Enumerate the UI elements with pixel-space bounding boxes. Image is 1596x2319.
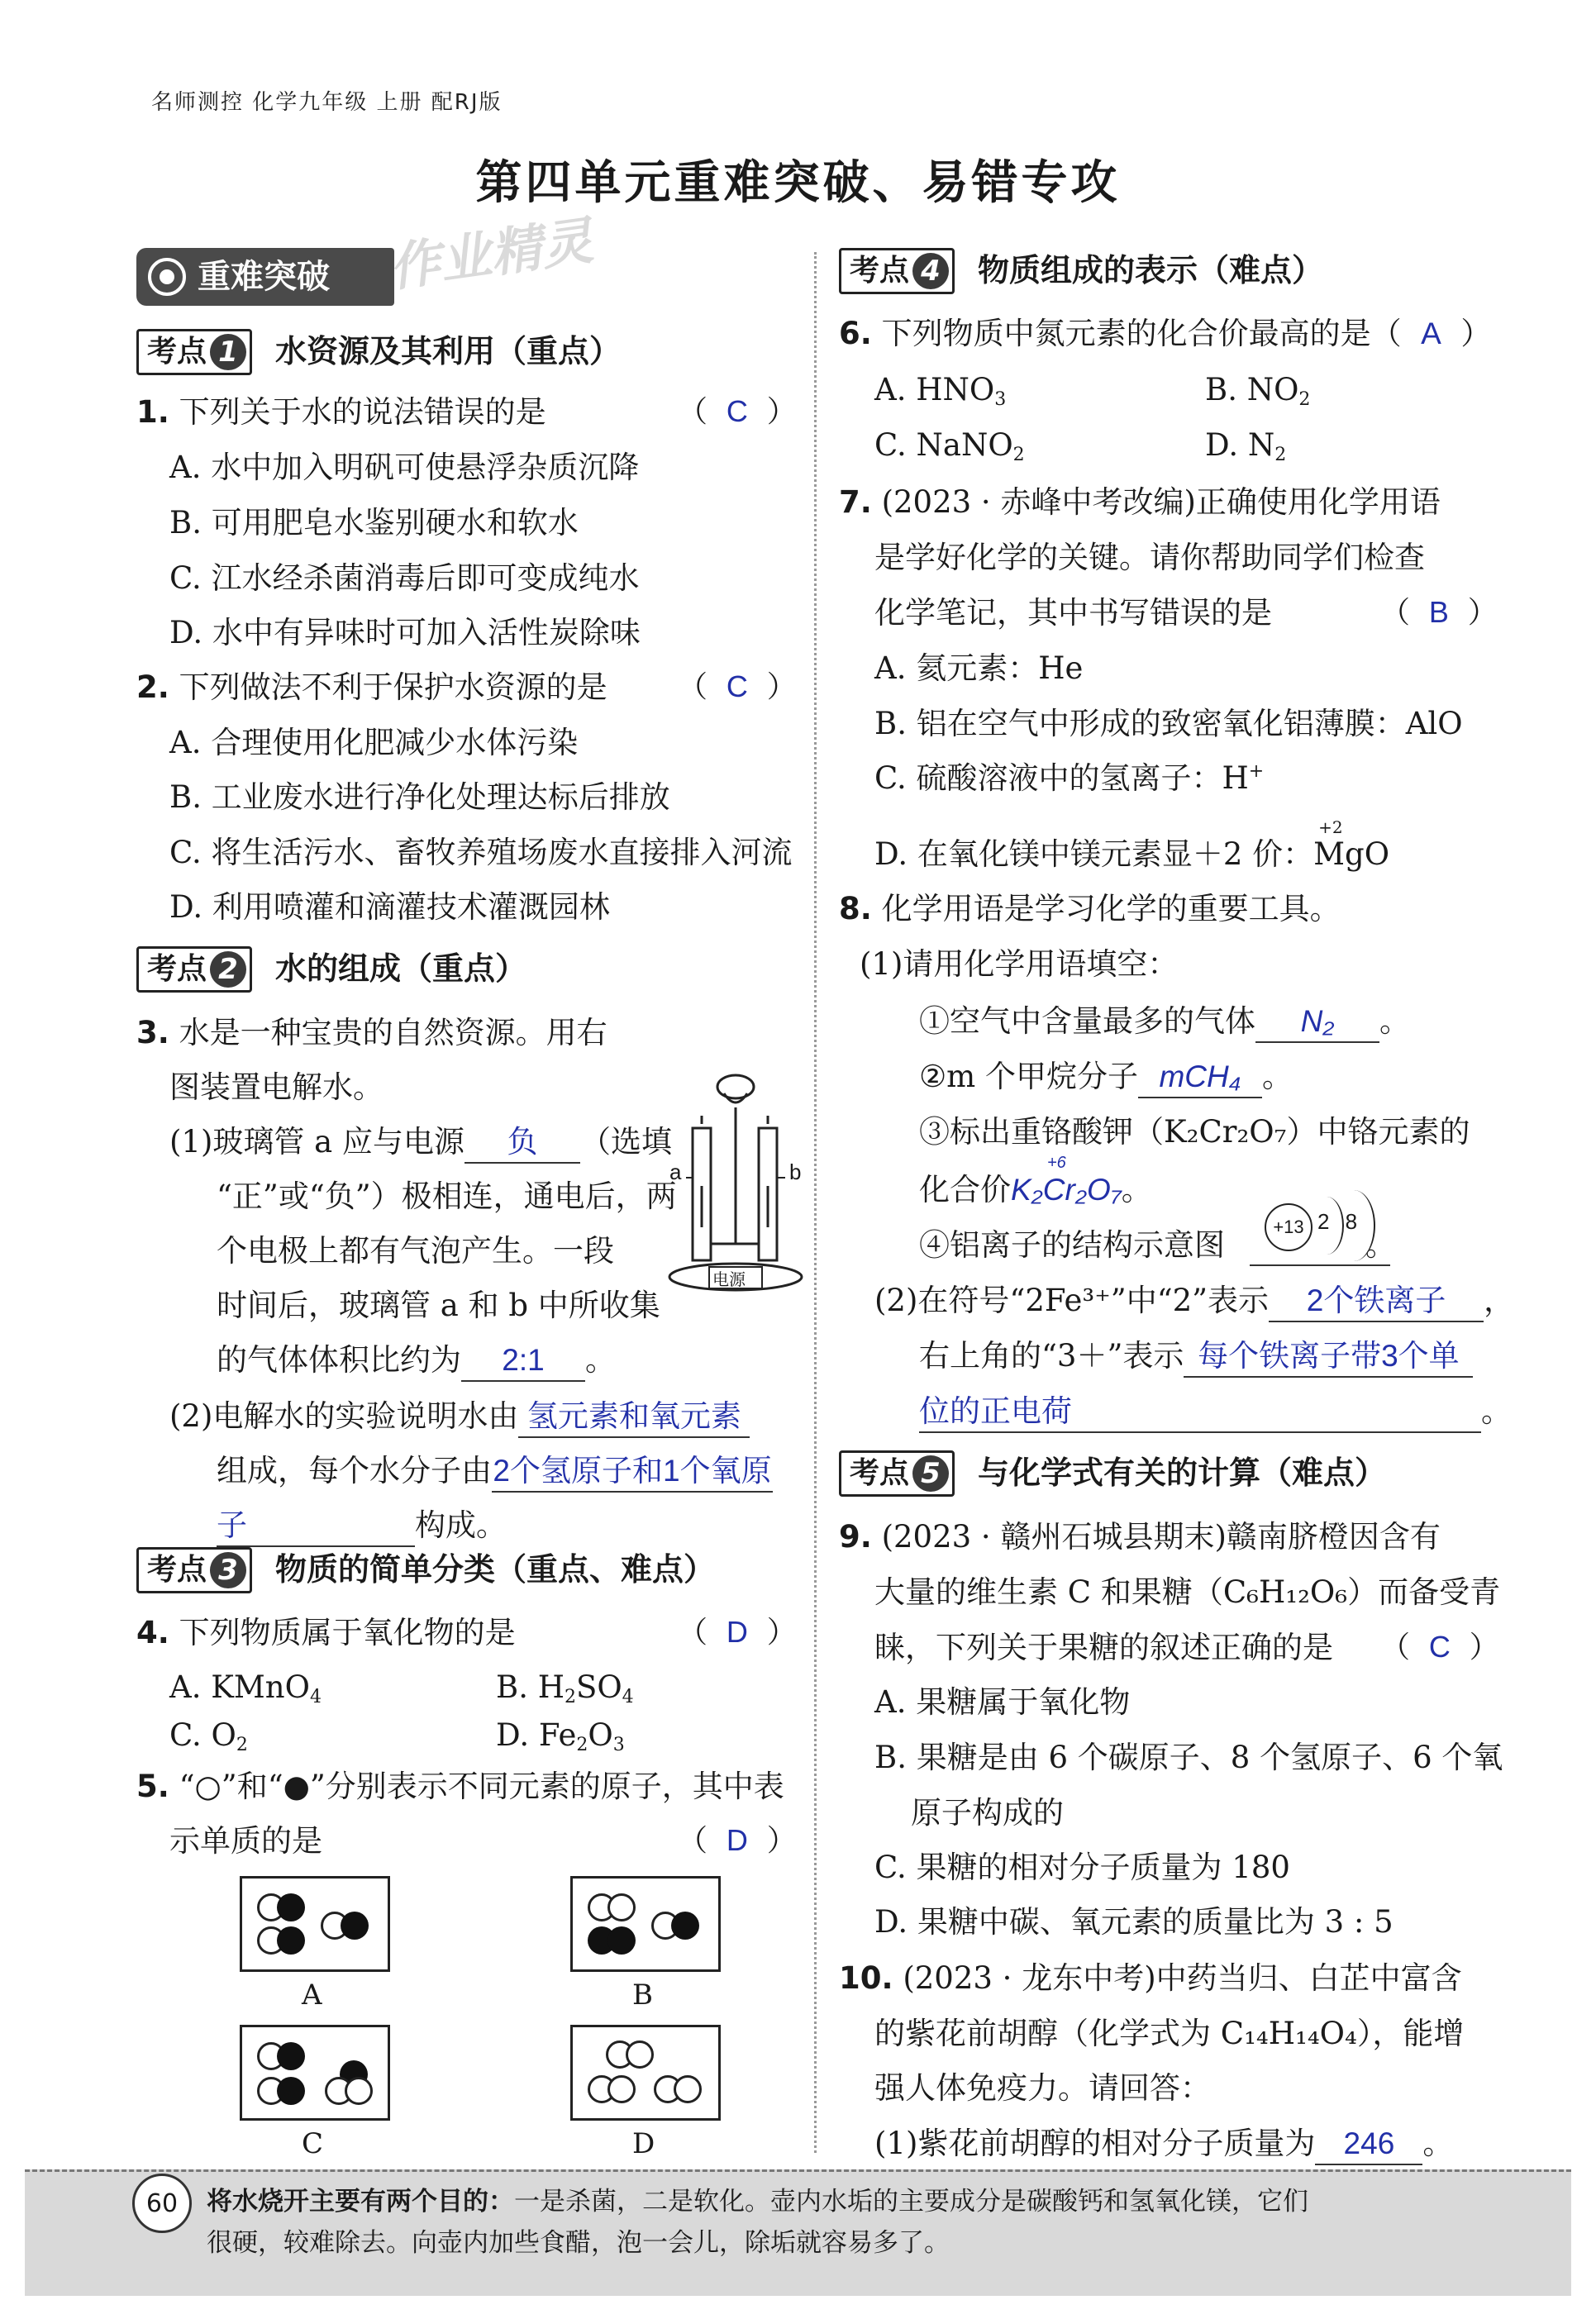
question-8: 8. 化学用语是学习化学的重要工具。 <box>839 891 1341 926</box>
question-3-line: 的气体体积比约为 2:1 。 <box>217 1340 616 1382</box>
box-label-d: D <box>632 2127 655 2160</box>
page-title: 第四单元重难突破、易错专攻 <box>475 155 1121 210</box>
target-icon <box>148 258 186 296</box>
question-3-line: 组成，每个水分子由2个氢原子和1个氧原 <box>217 1451 773 1493</box>
question-8-item1: ①空气中含量最多的气体 N₂ 。 <box>919 1002 1410 1043</box>
question-3-part1: (1)玻璃管 a 应与电源 负 （选填 <box>169 1122 672 1164</box>
answer-blank: +6 K₂Cr₂O₇ <box>1011 1154 1122 1207</box>
black-atom <box>277 1893 305 1921</box>
power-label: 电源 <box>712 1269 746 1289</box>
question-5: 5. “○”和“●”分别表示不同元素的原子，其中表 <box>136 1769 784 1804</box>
kaodian-title: 水的组成（重点） <box>275 950 527 988</box>
option: D. 果糖中碳、氧元素的质量比为 3 : 5 <box>874 1904 1394 1940</box>
answer-blank: 每个铁离子带3个单 <box>1184 1336 1473 1378</box>
answer-blank: 2个氢原子和1个氧原 <box>492 1451 773 1493</box>
tube-a-label: a <box>669 1160 682 1184</box>
al-ion-diagram <box>1250 1182 1390 1266</box>
footer-tip: 将水烧开主要有两个目的：一是杀菌，二是软化。壶内水垢的主要成分是碳酸钙和氢氧化镁，它们 很硬，较难除去。向壶内加些食醋，泡一会儿，除垢就容易多了。 <box>207 2187 1308 2258</box>
option: A. 水中加入明矾可使悬浮杂质沉降 <box>169 450 640 485</box>
black-atom <box>277 2042 305 2070</box>
option: A. $HNO_3$ <box>874 372 1007 410</box>
kaodian-title: 物质组成的表示（难点） <box>978 252 1324 289</box>
question-10-line: 强人体免疫力。请回答： <box>874 2070 1211 2106</box>
answer-slot-2: （ C ） <box>678 669 797 704</box>
book-meta: 名师测控 化学九年级 上册 配RJ版 <box>151 90 503 115</box>
answer-blank: 2:1 <box>461 1340 585 1382</box>
question-10: 10. (2023 · 龙东中考)中药当归、白芷中富含 <box>839 1960 1462 1996</box>
answer-slot-4: （ D ） <box>678 1615 797 1650</box>
kaodian-badge: 考点 4 <box>839 248 955 294</box>
answer-blank: 位的正电荷 <box>919 1392 1481 1433</box>
kaodian-2 <box>136 946 526 993</box>
box-label-a: A <box>302 1979 322 2012</box>
answer-blank: 负 <box>465 1122 580 1164</box>
option-box-a <box>240 1876 390 1972</box>
page-number: 60 <box>132 2174 192 2233</box>
kaodian-5 <box>839 1450 1386 1497</box>
option: D. 在氧化镁中镁元素显＋2 价： +2 MgO <box>874 817 1390 872</box>
shell-arc-icon <box>1332 1190 1375 1261</box>
black-atom <box>341 1912 369 1940</box>
option-line: 原子构成的 <box>911 1795 1064 1831</box>
option: C. 将生活污水、畜牧养殖场废水直接排入河流 <box>169 835 793 870</box>
answer-blank: 氢元素和氧元素 <box>518 1397 750 1438</box>
kaodian-3 <box>136 1547 715 1593</box>
question-10-part1: (1)紫花前胡醇的相对分子质量为 246 。 <box>874 2124 1453 2165</box>
kaodian-badge: 考点 3 <box>136 1547 252 1593</box>
option: A. 合理使用化肥减少水体污染 <box>169 725 579 760</box>
option: D. $N_2$ <box>1205 427 1287 465</box>
question-5-line: 示单质的是 <box>169 1823 322 1859</box>
answer-blank: N₂ <box>1255 1002 1379 1043</box>
option: B. $NO_2$ <box>1205 372 1311 410</box>
column-divider <box>814 252 817 2153</box>
question-9-line: 睐，下列关于果糖的叙述正确的是 <box>874 1630 1333 1665</box>
black-atom <box>671 1912 699 1940</box>
kaodian-badge: 考点 2 <box>136 946 252 993</box>
question-7-line: 是学好化学的关键。请你帮助同学们检查 <box>874 540 1425 575</box>
question-3-line: 图装置电解水。 <box>169 1069 384 1105</box>
option: A. 果糖属于氧化物 <box>874 1684 1131 1720</box>
option: B. 果糖是由 6 个碳原子、8 个氢原子、6 个氧 <box>874 1740 1503 1775</box>
option: B. 铝在空气中形成的致密氧化铝薄膜：AlO <box>874 706 1463 741</box>
question-8-part1: (1)请用化学用语填空： <box>860 946 1179 982</box>
kaodian-title: 水资源及其利用（重点） <box>275 333 622 370</box>
question-8-item3: ③标出重铬酸钾（K₂Cr₂O₇）中铬元素的 <box>919 1114 1470 1150</box>
section-banner <box>136 248 394 306</box>
option: D. 利用喷灌和滴灌技术灌溉园林 <box>169 889 610 925</box>
box-label-b: B <box>632 1979 653 2012</box>
option: C. 果糖的相对分子质量为 180 <box>874 1850 1290 1885</box>
box-label-c: C <box>302 2127 324 2160</box>
black-atom <box>277 2077 305 2105</box>
option: B. 可用肥皂水鉴别硬水和软水 <box>169 505 579 540</box>
kaodian-title: 与化学式有关的计算（难点） <box>978 1455 1387 1492</box>
white-atom <box>674 2075 702 2103</box>
option: C. $O_2$ <box>169 1717 248 1755</box>
question-3: 3. 水是一种宝贵的自然资源。用右 <box>136 1015 607 1050</box>
kaodian-1 <box>136 329 621 375</box>
question-8-part2: (2)在符号“2Fe³⁺”中“2”表示 2个铁离子 ， <box>874 1281 1514 1322</box>
question-3-line: 时间后，玻璃管 a 和 b 中所收集 <box>217 1288 660 1323</box>
answer-blank: 子 <box>217 1506 415 1547</box>
question-8-item2: ②m 个甲烷分子 mCH₄ 。 <box>919 1057 1293 1098</box>
kaodian-badge: 考点 1 <box>136 329 252 375</box>
white-atom <box>626 2040 654 2069</box>
kaodian-badge: 考点 5 <box>839 1450 955 1497</box>
kaodian-title: 物质的简单分类（重点、难点） <box>275 1551 716 1588</box>
option: B. 工业废水进行净化处理达标后排放 <box>169 779 670 815</box>
option: D. 水中有异味时可加入活性炭除味 <box>169 615 641 650</box>
option: D. $Fe_2O_3$ <box>496 1717 625 1755</box>
question-8-item3-line: 化合价 +6 K₂Cr₂O₇。 <box>919 1170 1152 1210</box>
question-9-line: 大量的维生素 C 和果糖（C₆H₁₂O₆）而备受青 <box>874 1574 1501 1610</box>
black-atom <box>607 1926 636 1955</box>
option-box-b <box>570 1876 721 1972</box>
answer-slot-7: （ B ） <box>1380 595 1498 630</box>
section-banner-label: 重难突破 <box>198 258 330 296</box>
question-6: 6. 下列物质中氮元素的化合价最高的是（ A ） <box>839 316 1492 351</box>
question-7-line: 化学笔记，其中书写错误的是 <box>874 595 1272 631</box>
answer-blank: 246 <box>1315 2124 1422 2165</box>
answer-blank: mCH₄ <box>1138 1057 1262 1098</box>
answer-slot-5: （ D ） <box>678 1823 797 1858</box>
answer-slot-1: （ C ） <box>678 394 797 429</box>
black-atom <box>277 1926 305 1955</box>
question-3-part2: (2)电解水的实验说明水由 氢元素和氧元素 <box>169 1397 750 1438</box>
option: C. NaNO$_2$ <box>874 427 1025 465</box>
option: C. 硫酸溶液中的氢离子：H+ <box>874 760 1265 796</box>
question-8-part2-line: 右上角的“3＋”表示 每个铁离子带3个单 <box>919 1336 1473 1378</box>
question-2: 2. 下列做法不利于保护水资源的是 <box>136 669 607 705</box>
question-10-line: 的紫花前胡醇（化学式为 C₁₄H₁₄O₄），能增 <box>874 2016 1465 2051</box>
question-1: 1. 下列关于水的说法错误的是 <box>136 394 546 430</box>
white-atom <box>607 1893 636 1921</box>
option: B. $H_2SO_4$ <box>496 1669 634 1707</box>
nucleus-icon: +13 <box>1265 1203 1313 1251</box>
option: C. 江水经杀菌消毒后即可变成纯水 <box>169 560 640 596</box>
option-box-d <box>570 2025 721 2121</box>
electron-shells: 2 8 <box>1317 1209 1363 1234</box>
question-9: 9. (2023 · 赣州石城县期末)赣南脐橙因含有 <box>839 1519 1441 1555</box>
question-3-line: 子 构成。 <box>217 1506 507 1547</box>
option: A. 氦元素：He <box>874 650 1084 686</box>
watermark: 作业精灵 <box>385 210 597 298</box>
question-8-item4: ④铝离子的结构示意图 。 <box>919 1227 1396 1263</box>
answer-blank: 2个铁离子 <box>1269 1281 1484 1322</box>
answer-slot-9: （ C ） <box>1380 1630 1499 1664</box>
white-atom <box>345 2077 373 2105</box>
question-3-line: “正”或“负”）极相连，通电后，两 <box>217 1179 677 1214</box>
question-8-part2-line: 位的正电荷 。 <box>919 1392 1512 1433</box>
option: A. KMnO$_4$ <box>169 1669 322 1707</box>
option-box-c <box>240 2025 390 2121</box>
kaodian-4 <box>839 248 1323 294</box>
question-7: 7. (2023 · 赤峰中考改编)正确使用化学用语 <box>839 484 1441 520</box>
question-3-line: 个电极上都有气泡产生。一段 <box>217 1233 614 1269</box>
tube-b-label: b <box>789 1160 802 1184</box>
question-4: 4. 下列物质属于氧化物的是 <box>136 1615 516 1650</box>
white-atom <box>607 2075 636 2103</box>
